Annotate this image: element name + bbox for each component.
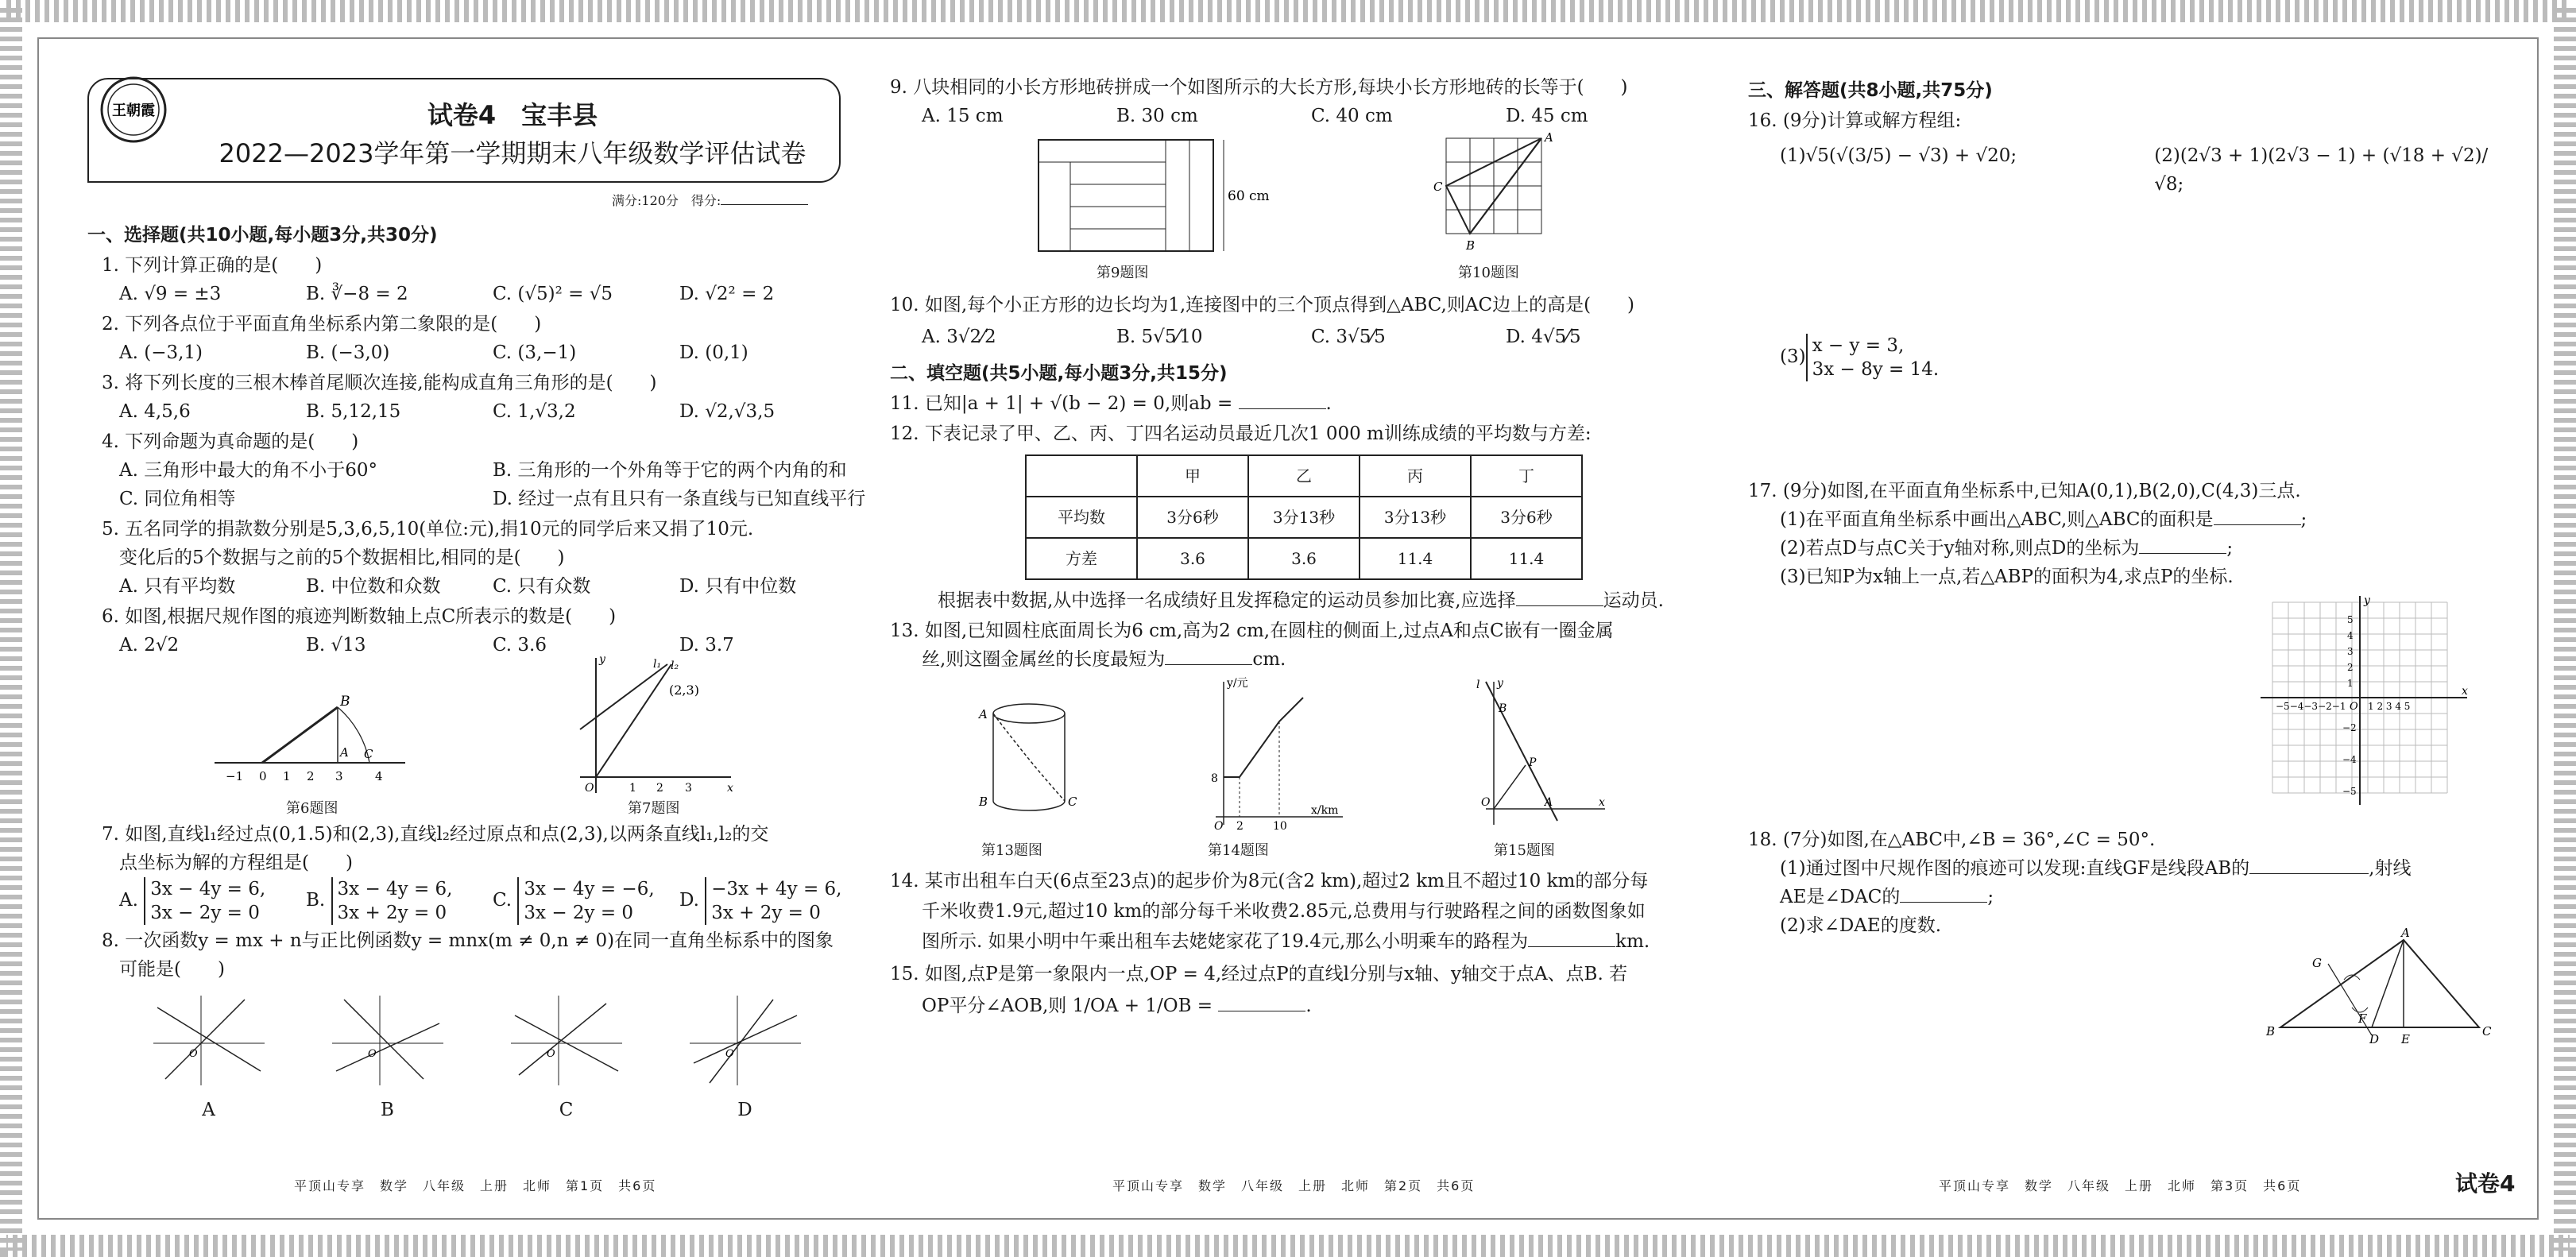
question-9: 9. 八块相同的小长方形地砖拼成一个如图所示的大长方形,每块小长方形地砖的长等于( ) [890,77,1628,98]
svg-text:3: 3 [335,769,343,783]
svg-text:l: l [1476,679,1480,691]
svg-text:−1: −1 [226,769,244,783]
q8-graph-b-diagram [328,992,447,1087]
svg-text:P: P [1529,756,1537,769]
question-18: 18. (7分)如图,在△ABC中,∠B = 36°,∠C = 50°. (1)通过图中尺规作图的痕迹可以发现:直线GF是线段AB的 ,射线 AE是∠DAC的 ; (2)求∠DAE的度数. [1748,830,2412,936]
svg-text:−2: −2 [2342,722,2357,733]
answer-blank[interactable] [2214,524,2301,525]
q17-coordinate-grid [2257,594,2479,809]
question-6: 6. 如图,根据尺规作图的痕迹判断数轴上点C所表示的数是( ) [102,606,617,627]
option[interactable]: B. 中位数和众数 [306,576,441,597]
svg-text:y: y [599,653,605,666]
answer-blank[interactable] [1900,902,1987,903]
q16-part-3: (3)x − y = 3, 3x − 8y = 14. [1780,335,1940,380]
svg-text:4: 4 [375,769,383,783]
logo-seal-icon [99,75,168,144]
svg-text:−5: −5 [2342,786,2357,797]
q16-part-1: (1)√5(√(3/5) − √3) + √20; [1780,145,2017,166]
q10-options [890,319,1700,354]
option[interactable]: B. 三角形的一个外角等于它的两个内角的和 [493,460,847,481]
svg-text:2: 2 [1236,820,1244,833]
svg-text:x: x [1599,796,1605,809]
question-14: 14. 某市出租车白天(6点至23点)的起步价为8元(含2 km),超过2 km且不超过10 km的部分每 千米收费1.9元,超过10 km的部分每千米收费2.85元,总费用与行驶路程之间的函数图象如 图所示. 如果小明中午乘出租车去姥姥家花了19.4元,那么小明乘车的路程为 km. [890,871,1650,952]
option[interactable]: B. 30 cm [1116,106,1198,126]
svg-text:O: O [2350,701,2358,713]
svg-text:B: B [2266,1024,2276,1038]
option[interactable]: C. 同位角相等 [119,489,236,509]
q1-options [87,280,866,308]
q7-options [87,877,866,925]
q8-graph-c[interactable]: O C [477,992,656,1124]
option[interactable]: C. 1,√3,2 [493,401,576,422]
answer-blank[interactable] [2249,873,2369,874]
q6-options [87,631,866,659]
question-8: 8. 一次函数y = mx + n与正比例函数y = mnx(m ≠ 0,n ≠ 0)在同一直角坐标系中的图象 可能是( ) [102,930,834,980]
svg-text:2: 2 [307,769,315,783]
q8-graph-a[interactable]: O A [119,992,298,1124]
svg-text:C: C [2482,1024,2492,1038]
option[interactable]: D. √2,√3,5 [679,401,776,422]
svg-text:4: 4 [2347,630,2354,641]
question-7: 7. 如图,直线l₁经过点(0,1.5)和(2,3),直线l₂经过原点和点(2,3),以两条直线l₁,l₂的交 点坐标为解的方程组是( ) [102,824,769,873]
figures-9-10 [890,130,1700,289]
figure-13-diagram [969,682,1089,833]
figure-6-diagram [207,659,413,795]
svg-text:C: C [364,747,373,761]
svg-text:y: y [2364,594,2370,607]
option[interactable]: B. ∛−8 = 2 [306,284,408,304]
question-15: 15. 如图,点P是第一象限内一点,OP = 4,经过点P的直线l分别与x轴、y轴交于点A、点B. 若 OP平分∠AOB,则 1/OA + 1/OB = . [890,964,1628,1016]
option[interactable]: D. 4√5⁄5 [1506,327,1581,347]
question-16: 16. (9分)计算或解方程组: [1748,110,1962,131]
option[interactable]: D. √2² = 2 [679,284,775,304]
svg-text:A: A [1545,796,1553,809]
option[interactable]: C. 3.6 [493,635,547,656]
svg-text:3: 3 [685,782,692,795]
option[interactable]: D. 经过一点有且只有一条直线与已知直线平行 [493,489,866,509]
svg-text:A: A [1545,130,1553,145]
option[interactable]: D. 45 cm [1506,106,1588,126]
q8-graph-b[interactable]: O B [298,992,477,1124]
svg-text:1: 1 [629,782,636,795]
section-solve: 三、解答题(共8小题,共75分) [1748,80,1993,101]
option[interactable]: B. 5√5⁄10 [1116,327,1203,347]
option[interactable]: A. 15 cm [922,106,1004,126]
svg-text:C: C [1433,180,1443,194]
svg-text:O: O [585,782,594,795]
svg-text:2: 2 [2347,662,2354,673]
q8-graph-a-diagram [149,992,269,1087]
answer-blank[interactable] [2139,553,2226,554]
figures-13-15 [890,674,1700,864]
svg-text:B: B [1499,702,1507,715]
option[interactable]: A. 2√2 [119,635,180,656]
option[interactable]: A. 3√2⁄2 [922,327,996,347]
option[interactable]: A. (−3,1) [119,342,203,363]
option[interactable]: A. 三角形中最大的角不小于60° [119,460,377,481]
svg-text:l₁: l₁ [653,658,662,671]
svg-text:3: 3 [2347,646,2354,657]
figure-9-caption: 第9题图 [1097,265,1149,281]
option[interactable]: C. 3√5⁄5 [1311,327,1386,347]
svg-text:O: O [1481,796,1491,809]
option[interactable]: D. 3.7 [679,635,734,656]
svg-text:B: B [1466,238,1476,253]
svg-text:x: x [727,782,733,795]
svg-text:1 2 3 4 5: 1 2 3 4 5 [2368,701,2411,712]
question-1: 1. 下列计算正确的是( ) [102,255,323,276]
figure-10-caption: 第10题图 [1458,265,1519,281]
figure-10-diagram [1430,130,1557,257]
figure-6-caption: 第6题图 [286,800,338,817]
q8-graphs [87,992,866,1124]
q8-graph-d-diagram [686,992,805,1087]
svg-text:0: 0 [259,769,267,783]
exam-subtitle: 2022—2023学年第一学期期末八年级数学评估试卷 [219,138,806,168]
option[interactable]: A. √9 = ±3 [119,284,222,304]
svg-text:E: E [2401,1032,2410,1046]
svg-text:x/km: x/km [1311,804,1339,817]
figure-14-caption: 第14题图 [1208,842,1269,859]
answer-blank[interactable] [1165,664,1252,665]
question-4: 4. 下列命题为真命题的是( ) [102,431,359,452]
figure-7-caption: 第7题图 [628,800,680,817]
section-fill: 二、填空题(共5小题,每小题3分,共15分) [890,363,1228,384]
table-header-row: 甲 乙 丙 丁 [1026,455,1582,497]
option[interactable]: C. 只有众数 [493,576,591,597]
footer-page-2: 平顶山专享 数学 八年级 上册 北师 第2页 共6页 [1112,1178,1476,1193]
footer-page-1: 平顶山专享 数学 八年级 上册 北师 第1页 共6页 [294,1178,657,1193]
svg-text:F: F [2358,1011,2367,1026]
answer-blank[interactable] [1528,946,1615,947]
svg-text:y: y [1497,677,1503,690]
table-row: 平均数 3分6秒 3分13秒 3分13秒 3分6秒 [1026,497,1582,538]
svg-text:O: O [188,1048,198,1060]
brand-label: 试卷4 [2455,1170,2516,1197]
column-3 [1748,72,2511,1060]
answer-blank[interactable] [1516,605,1603,606]
svg-text:王朝霞: 王朝霞 [112,102,155,119]
option[interactable]: D. 只有中位数 [679,576,797,597]
q16-part-2: (2)(2√3 + 1)(2√3 − 1) + (√18 + √2)/√8; [2154,145,2489,195]
svg-text:60 cm: 60 cm [1228,188,1270,204]
option[interactable]: C. 40 cm [1311,106,1393,126]
question-2: 2. 下列各点位于平面直角坐标系内第二象限的是( ) [102,314,542,335]
column-2 [890,72,1700,1022]
svg-text:O: O [546,1048,555,1060]
svg-text:−4: −4 [2342,754,2357,765]
question-3: 3. 将下列长度的三根木棒首尾顺次连接,能构成直角三角形的是( ) [102,373,657,393]
svg-text:−5−4−3−2−1: −5−4−3−2−1 [2276,701,2346,712]
svg-text:B: B [979,795,988,809]
q16-parts [1748,141,2511,199]
svg-text:D: D [2369,1032,2380,1046]
svg-text:l₂: l₂ [671,659,679,672]
option[interactable]: B. 5,12,15 [306,401,401,422]
svg-text:B: B [340,694,350,710]
figure-7-diagram [564,650,739,801]
figure-9-diagram [1037,138,1275,257]
svg-text:O: O [367,1048,377,1060]
score-table [1025,454,1583,580]
option[interactable]: C. (3,−1) [493,342,577,363]
svg-text:O: O [725,1048,734,1060]
question-10: 10. 如图,每个小正方形的边长均为1,连接图中的三个顶点得到△ABC,则AC边上的高是( ) [890,295,1635,315]
question-11: 11. 已知|a + 1| + √(b − 2) = 0,则ab = . [890,393,1332,414]
exam-title: 试卷4 宝丰县 [427,100,598,130]
svg-text:A: A [340,745,349,760]
option[interactable]: B. (−3,0) [306,342,390,363]
question-17: 17. (9分)如图,在平面直角坐标系中,已知A(0,1),B(2,0),C(4,3)三点. (1)在平面直角坐标系中画出△ABC,则△ABC的面积是 ; (2)若点D与点C关于y轴对称,则点D的坐标为 ; (3)已知P为x轴上一点,若△ABP的面积为4,求点P的坐标. [1748,481,2307,587]
figures-6-7 [87,653,866,818]
question-13: 13. 如图,已知圆柱底面周长为6 cm,高为2 cm,在圆柱的侧面上,过点A和点C嵌有一圈金属 丝,则这圈金属丝的长度最短为 cm. [890,621,1614,670]
option[interactable]: A. 4,5,6 [119,401,191,422]
svg-text:A: A [2401,926,2410,940]
option[interactable]: B. 3x − 4y = 6, 3x + 2y = 0 [306,879,453,923]
q12-tail: 根据表中数据,从中选择一名成绩好且发挥稳定的运动员参加比赛,应选择 运动员. [938,590,1664,611]
option[interactable]: A. 3x − 4y = 6, 3x − 2y = 0 [119,879,266,923]
question-5: 5. 五名同学的捐款数分别是5,3,6,5,10(单位:元),捐10元的同学后来又捐了10元. 变化后的5个数据与之前的5个数据相比,相同的是( ) [102,519,754,568]
option[interactable]: B. √13 [306,635,366,656]
svg-text:8: 8 [1211,772,1218,785]
q4-options [87,456,866,513]
figure-15-diagram [1470,674,1613,833]
q8-graph-c-diagram [507,992,626,1087]
svg-text:1: 1 [283,769,291,783]
q5-options [87,572,866,601]
figure-13-caption: 第13题图 [981,842,1042,859]
section-choice: 一、选择题(共10小题,每小题3分,共30分) [87,225,438,246]
footer-page-3: 平顶山专享 数学 八年级 上册 北师 第3页 共6页 [1939,1178,2302,1193]
svg-text:y/元: y/元 [1227,677,1248,690]
svg-text:(2,3): (2,3) [669,683,699,698]
svg-text:10: 10 [1273,820,1287,833]
svg-text:A: A [979,707,988,721]
q3-options [87,397,866,426]
figure-15-caption: 第15题图 [1494,842,1555,859]
option[interactable]: C. 3x − 4y = −6, 3x − 2y = 0 [493,879,655,923]
svg-text:G: G [2312,956,2322,970]
q9-options [890,102,1700,130]
table-row: 方差 3.6 3.6 11.4 11.4 [1026,538,1582,579]
svg-text:2: 2 [656,782,663,795]
option[interactable]: D. −3x + 4y = 6, 3x + 2y = 0 [679,879,842,923]
svg-text:x: x [2462,685,2468,698]
figure-14-diagram [1192,674,1351,833]
option[interactable]: A. 只有平均数 [119,576,236,597]
q2-options [87,338,866,367]
option[interactable]: D. (0,1) [679,342,748,363]
question-12: 12. 下表记录了甲、乙、丙、丁四名运动员最近几次1 000 m训练成绩的平均数与方差: [890,424,1592,444]
column-1 [87,216,866,1124]
q8-graph-d[interactable]: O D [656,992,834,1124]
svg-text:1: 1 [2347,678,2354,689]
svg-text:C: C [1068,795,1077,809]
figure-18-triangle [2265,924,2503,1051]
option[interactable]: C. (√5)² = √5 [493,284,613,304]
answer-blank[interactable] [1239,408,1326,409]
svg-text:5: 5 [2347,614,2354,625]
svg-text:O: O [1214,820,1224,833]
score-line: 满分:120分 得分: [612,191,808,209]
